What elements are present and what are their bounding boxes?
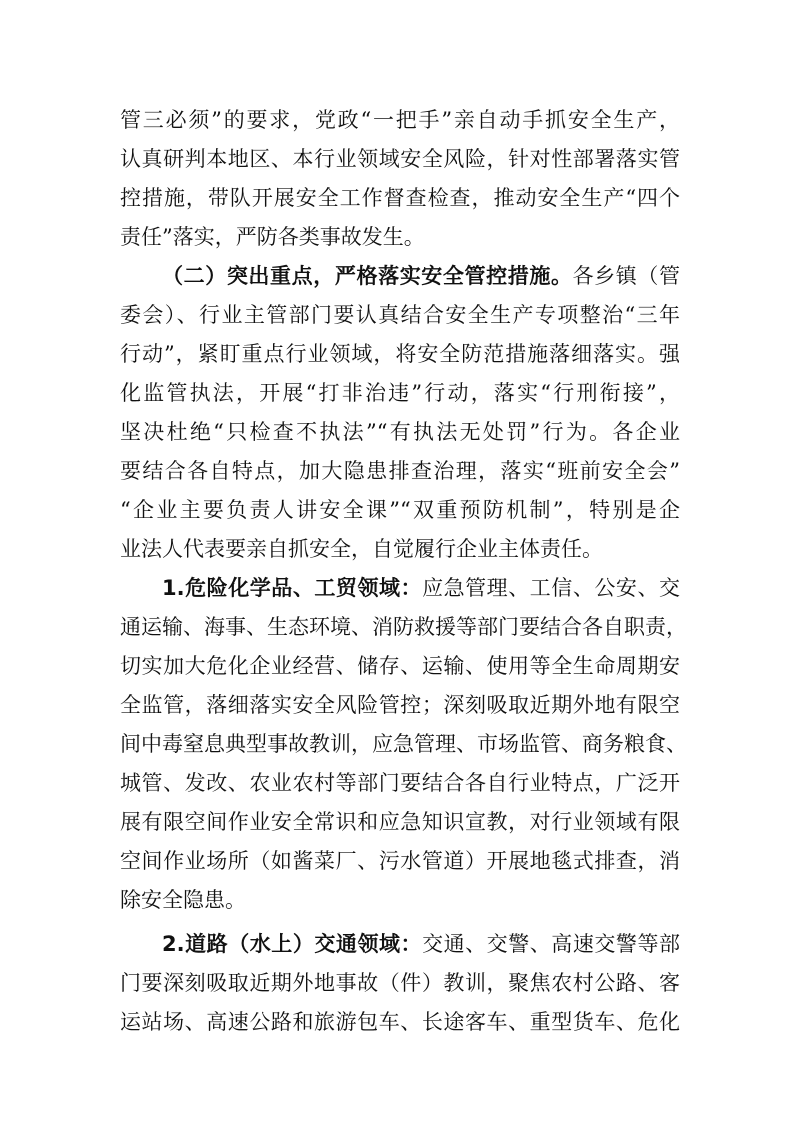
paragraph-2-line-5: 坚决杜绝“只检查不执法”“有执法无处罚”行为。各企业	[120, 420, 680, 444]
paragraph-2-line-2: 委会）、行业主管部门要认真结合安全生产专项整治“三年	[120, 303, 680, 327]
paragraph-4-line-2: 门要深刻吸取近期外地事故（件）教训，聚焦农村公路、客	[120, 971, 680, 995]
paragraph-3-line-1	[162, 574, 680, 602]
paragraph-2-line-8: 业法人代表要亲自抓安全，自觉履行企业主体责任。	[120, 537, 603, 561]
paragraph-3-line-8: 空间作业场所（如酱菜厂、污水管道）开展地毯式排查，消	[120, 849, 680, 873]
paragraph-3-line-3: 切实加大危化企业经营、储存、运输、使用等全生命周期安	[120, 654, 680, 678]
paragraph-3-line-5: 间中毒窒息典型事故教训，应急管理、市场监管、商务粮食、	[120, 732, 687, 756]
paragraph-2-line-1-text: 各乡镇（管	[572, 264, 681, 288]
paragraph-1-line-2: 认真研判本地区、本行业领域安全风险，针对性部署落实管	[120, 147, 680, 171]
section-heading-4: 2.道路（水上）交通领域：	[162, 932, 423, 956]
paragraph-3-line-1-text: 应急管理、工信、公安、交	[422, 576, 680, 600]
paragraph-4-line-3: 运站场、高速公路和旅游包车、长途客车、重型货车、危化	[120, 1010, 680, 1034]
paragraph-3-line-9: 除安全隐患。	[120, 888, 246, 912]
paragraph-2-line-3: 行动”，紧盯重点行业领域，将安全防范措施落细落实。强	[120, 342, 680, 366]
paragraph-2-line-1	[162, 262, 680, 290]
paragraph-2-line-6: 要结合各自特点，加大隐患排查治理，落实“班前安全会”	[120, 459, 680, 483]
paragraph-4-line-1-text: 交通、交警、高速交警等部	[422, 932, 680, 956]
paragraph-1-line-3: 控措施，带队开展安全工作督查检查，推动安全生产“四个	[120, 186, 680, 210]
paragraph-1-line-1: 管三必须”的要求，党政“一把手”亲自动手抓安全生产，	[120, 108, 680, 132]
paragraph-3-line-4: 全监管，落细落实安全风险管控；深刻吸取近期外地有限空	[120, 693, 680, 717]
paragraph-3-line-6: 城管、发改、农业农村等部门要结合各自行业特点，广泛开	[120, 771, 680, 795]
paragraph-4-line-1	[162, 930, 680, 958]
section-heading-3: 1.危险化学品、工贸领域：	[162, 576, 423, 600]
paragraph-3-line-2: 通运输、海事、生态环境、消防救援等部门要结合各自职责，	[120, 615, 687, 639]
paragraph-3-line-7: 展有限空间作业安全常识和应急知识宣教，对行业领域有限	[120, 810, 680, 834]
paragraph-2-line-4: 化监管执法，开展“打非治违”行动，落实“行刑衔接”，	[120, 381, 680, 405]
paragraph-2-line-7: “企业主要负责人讲安全课”“双重预防机制”，特别是企	[120, 498, 680, 522]
paragraph-1-line-4: 责任”落实，严防各类事故发生。	[120, 225, 425, 249]
section-heading-2: （二）突出重点，严格落实安全管控措施。	[162, 264, 573, 288]
